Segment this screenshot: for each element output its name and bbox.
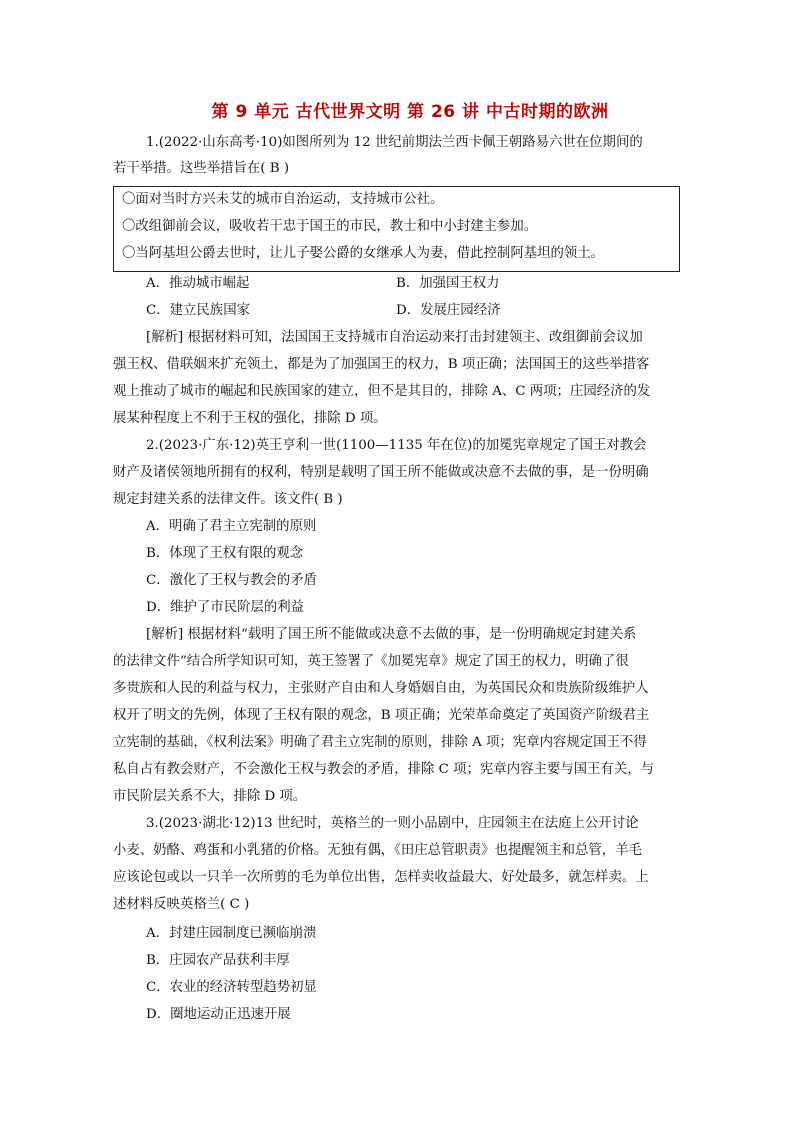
q2-analysis-line: [解析] 根据材料“载明了国王所不能做或决意不去做的事，是一份明确规定封建关系 — [146, 627, 637, 642]
q3-stem-line: 3.(2023·湖北·12)13 世纪时，英格兰的一则小品剧中，庄园领主在法庭上公开讨论 — [146, 816, 639, 831]
q3-stem-line: 小麦、奶酪、鸡蛋和小乳猪的价格。无独有偶，《田庄总管职责》也提醒领主和总管，羊毛 — [113, 843, 642, 858]
q1-material-item: 〇当阿基坦公爵去世时，让儿子娶公爵的女继承人为妻，借此控制阿基坦的领土。 — [122, 246, 605, 261]
q3-stem-line: 应该论包或以一只羊一次所剪的毛为单位出售，怎样卖收益最大、好处最多，就怎样卖。上 — [113, 870, 649, 885]
q1-analysis-line: 强王权、借联姻来扩充领土，都是为了加强国王的权力，B 项正确；法国国王的这些举措客 — [113, 357, 650, 372]
q2-analysis-line: 多贵族和人民的利益与权力，主张财产自由和人身婚姻自由，为英国民众和贵族阶级维护人 — [113, 681, 649, 696]
q3-stem-line: 述材料反映英格兰( C ) — [113, 897, 250, 912]
q2-analysis-line: 市民阶层关系不大，排除 D 项。 — [113, 789, 307, 804]
q2-option-a: A．明确了君主立宪制的原则 — [146, 519, 317, 534]
q1-analysis-line: 观上推动了城市的崛起和民族国家的建立，但不是其目的，排除 A、C 两项；庄园经济的发 — [113, 384, 651, 399]
q1-material-item: 〇面对当时方兴未艾的城市自治运动，支持城市公社。 — [122, 192, 444, 207]
q3-option-b: B．庄园农产品获利丰厚 — [146, 953, 290, 968]
q1-stem-line: 若干举措。这些举措旨在( B ) — [113, 161, 290, 176]
q1-stem-line: 1.(2022·山东高考·10)如图所列为 12 世纪前期法兰西卡佩王朝路易六世在位期间的 — [146, 135, 643, 150]
q2-analysis-line: 权开了明文的先例，体现了王权有限的观念，B 项正确；光荣革命奠定了英国资产阶级君主 — [113, 708, 650, 723]
q3-option-d: D．圈地运动正迅速开展 — [146, 1007, 291, 1022]
q2-option-d: D．维护了市民阶层的利益 — [146, 600, 305, 615]
q3-option-a: A．封建庄园制度已濒临崩溃 — [146, 926, 317, 941]
q1-option-d: D．发展庄园经济 — [396, 303, 501, 318]
q1-material-box — [113, 186, 680, 272]
q2-analysis-line: 立宪制的基础，《权利法案》明确了君主立宪制的原则，排除 A 项；宪章内容规定国王不得 — [113, 735, 647, 750]
q1-analysis-line: [解析] 根据材料可知，法国国王支持城市自治运动来打击封建领主、改组御前会议加 — [146, 330, 643, 345]
page-title: 第 9 单元 古代世界文明 第 26 讲 中古时期的欧洲 — [211, 102, 609, 122]
q3-option-c: C．农业的经济转型趋势初显 — [146, 980, 317, 995]
q1-option-c: C．建立民族国家 — [146, 303, 250, 318]
q1-option-a: A．推动城市崛起 — [146, 276, 250, 291]
q2-stem-line: 2.(2023·广东·12)英王亨利一世(1100—1135 年在位)的加冕宪章规定了国王对教会 — [146, 438, 647, 453]
q2-stem-line: 财产及诸侯领地所拥有的权利，特别是载明了国王所不能做或决意不去做的事，是一份明确 — [113, 465, 649, 480]
q1-analysis-line: 展某种程度上不利于王权的强化，排除 D 项。 — [113, 411, 387, 426]
q2-analysis-line: 私自占有教会财产，不会激化王权与教会的矛盾，排除 C 项；宪章内容主要与国王有关，与 — [113, 762, 654, 777]
q1-material-item: 〇改组御前会议，吸收若干忠于国王的市民，教士和中小封建主参加。 — [122, 219, 538, 234]
q2-option-b: B．体现了王权有限的观念 — [146, 546, 304, 561]
q1-option-b: B．加强国王权力 — [396, 276, 500, 291]
q2-option-c: C．激化了王权与教会的矛盾 — [146, 573, 317, 588]
q2-stem-line: 规定封建关系的法律文件。该文件( B ) — [113, 492, 343, 507]
q2-analysis-line: 的法律文件”结合所学知识可知，英王签署了《加冕宪章》规定了国王的权力，明确了很 — [113, 654, 629, 669]
